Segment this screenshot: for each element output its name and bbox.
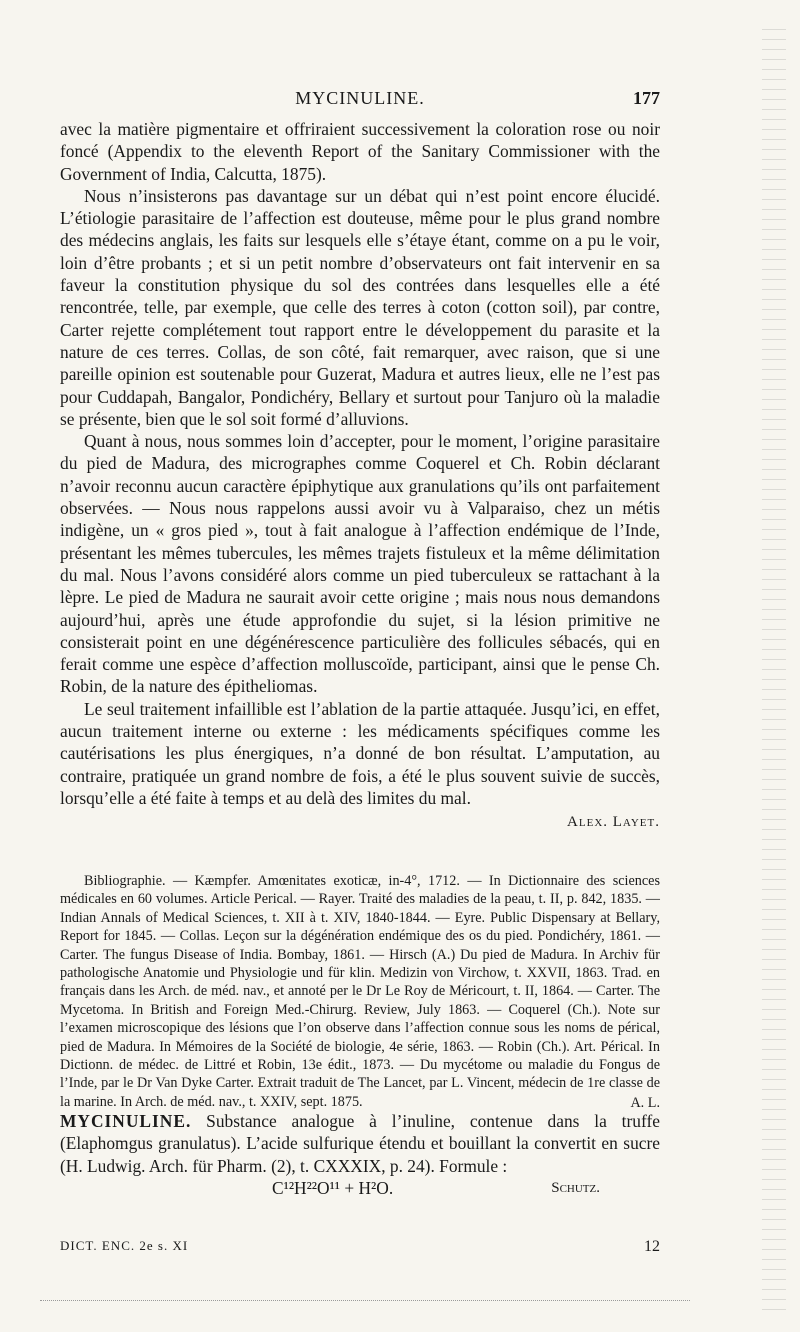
chemical-formula: C¹²H²²O¹¹ + H²O. [272,1177,394,1198]
paragraph: avec la matière pigmentaire et offriraient successivement la coloration rose ou noir foncé (Appendix to the eleventh Report of the Sanitary Commissioner with the Government of India, Calcutta, 1875). [60,119,660,184]
entry-headword: MYCINULINE. [60,1111,192,1131]
bottom-dotted-rule [40,1300,690,1301]
article-body [60,118,660,834]
sheet-number: 12 [644,1238,660,1255]
dictionary-entry [60,1110,660,1201]
running-head [60,88,660,112]
entry-signature: Schutz. [551,1179,600,1196]
paragraph: Le seul traitement infaillible est l’ablation de la partie attaquée. Jusqu’ici, en effet, aucun traitement interne ou externe : les médicaments spécifiques comme les cautérisations les plus énergiques, n’a donné de bon résultat. L’amputation, au contraire, pratiquée un grand nombre de fois, a été le plus souvent suivie de succès, lorsqu’elle a été faite à temps et au delà des limites du mal. [60,698,660,808]
printer-signature-mark: DICT. ENC. 2e s. XI [60,1238,189,1253]
entry-text: Substance analogue à l’inuline, contenue dans la truffe (Elaphomgus granulatus). L’acide sulfurique étendu et bouillant la convertit en sucre (H. Ludwig. Arch. für Pharm. (2), t. CXXXIX, p. 24). Formule : [60,1111,660,1176]
paragraph: Nous n’insisterons pas davantage sur un débat qui n’est point encore élucidé. L’étiologie parasitaire de l’affection est douteuse, même pour le plus grand nombre des médecins anglais, les faits sur lesquels elle s’étaye étant, comme on a pu le voir, loin d’être probants ; et si un petit nombre d’observateurs ont fait intervenir en sa faveur la constitution physique du sol des contrées dans lesquelles elle a été rencontrée, telle, par exemple, que celle des terres à coton (cotton soil), par contre, Carter rejette complétement tout rapport entre le développement du parasite et la nature de ces terres. Collas, de son côté, fait remarquer, avec raison, que si une pareille opinion est soutenable pour Guzerat, Madura et autres lieux, elle ne l’est pas pour Cuddapah, Bangalor, Pondichéry, Bellary et surtout pour Tanjuro où la maladie se présente, bien que le sol soit formé d’alluvions. [60,185,660,429]
running-title: MYCINULINE. [295,88,425,108]
page-number: 177 [633,88,660,108]
bibliography-text: Bibliographie. — Kæmpfer. Amœnitates exoticæ, in-4°, 1712. — In Dictionnaire des sciences médicales en 60 volumes. Article Perical. — Rayer. Traité des maladies de la peau, t. II, p. 842, 1835. — Indian Annals of Medical Sciences, t. XII à t. XIV, 1840-1844. — Eyre. Public Dispensary at Bellary, Report for 1845. — Collas. Leçon sur la dégénération endémique des os du pied. Pondichéry, 1861. — Carter. The fungus Disease of India. Bombay, 1861. — Hirsch (A.) Du pied de Madura. In Archiv für pathologische Anatomie und Physiologie und für klin. Medizin von Virchow, t. XXVII, 1863. Trad. en français dans les Arch. de méd. nav., et annoté per le Dr Le Roy de Méricourt, t. II, 1864. — Carter. The Mycetoma. In British and Foreign Med.-Chirurg. Review, July 1863. — Coquerel (Ch.). Note sur l’examen microscopique des lésions que l’on observe dans l’affection connue sous les noms de périca​l, pied de Madura. In Mémoires de la Société de biologie, 4e série, 1863. — Robin (Ch.). Art. Périca​l. In Dictionn. de médec. de Littré et Robin, 13e édit., 1873. — Du mycétome ou maladie du Fongus de l’Inde, par le Dr Van Dyke Carter. Extrait traduit de The Lancet, par L. Vincent, médecin de 1re classe de la marine. In Arch. de méd. nav., t. XXIV, sept. 1875. [60,873,660,1110]
bibliography-signature: A. L. [630,1094,660,1111]
scan-margin-artifact [762,20,786,1310]
author-signature: Alex. Layet. [567,814,660,831]
formula-line [60,1177,660,1201]
page-footer [60,1238,660,1260]
bibliography [60,872,660,1111]
paragraph: Quant à nous, nous sommes loin d’accepter, pour le moment, l’origine parasitaire du pied de Madura, des micrographes comme Coquerel et Ch. Robin déclarant n’avoir reconnu aucun caractère épiphytique aux granulations qu’ils ont parfaitement observées. — Nous nous rappelons aussi avoir vu à Valparaiso, chez un métis indigène, un « gros pied », tout à fait analogue à l’affection endémique de l’Inde, présentant les mêmes tubercules, les mêmes trajets fistuleux et la même délimitation du mal. Nous l’avons considéré alors comme un pied tuberculeux se rattachant à la lèpre. Le pied de Madura ne saurait avoir cette origine ; mais nous nous demandons aujourd’hui, après une étude approfondie du sujet, si la lésion primitive ne consisterait point en une dégénérescence particulière des follicules sébacés, qui en ferait comme une espèce d’affection molluscoïde, participant, ainsi que le pense Ch. Robin, de la nature des épitheliomas. [60,431,660,697]
